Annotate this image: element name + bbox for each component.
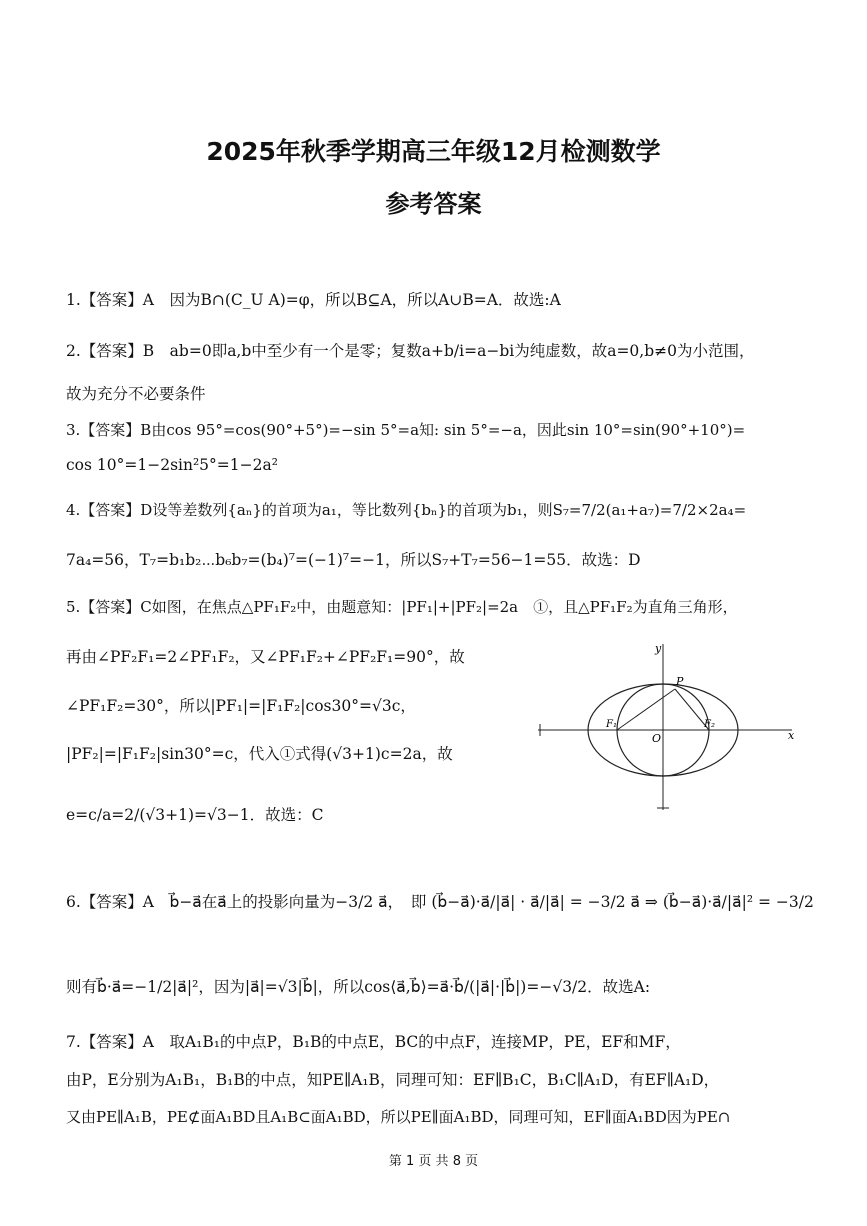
answer-5-line-5: e=c/a=2/(√3+1)=√3−1．故选：C [66, 806, 324, 824]
y-axis-label: y [655, 642, 662, 655]
point-p-label: P [676, 675, 684, 688]
answer-5-line-3: ∠PF₁F₂=30°，所以|PF₁|=|F₁F₂|cos30°=√3c， [66, 697, 416, 715]
answer-7-line-3: 又由PE∥A₁B，PE⊄面A₁BD且A₁B⊂面A₁BD，所以PE∥面A₁BD，同理可知，EF∥面A₁BD因为PE∩ [66, 1108, 731, 1126]
answer-6-line-1: 6.【答案】A b⃗−a⃗在a⃗上的投影向量为−3/2 a⃗， 即 (b⃗−a⃗)·a⃗/|a⃗| · a⃗/|a⃗| = −3/2 a⃗ ⇒ (b⃗−a⃗)·a⃗/|a⃗|² = −3/2 [66, 893, 814, 911]
page-footer: 第 1 页 共 8 页 [388, 1154, 479, 1169]
answer-1: 1.【答案】A 因为B∩(C_U A)=φ，所以B⊆A，所以A∪B=A．故选:A [66, 291, 561, 309]
ellipse-diagram [530, 638, 800, 814]
segment-f1-p [617, 689, 675, 730]
answer-3-line-1: 3.【答案】B由cos 95°=cos(90°+5°)=−sin 5°=a知: sin 5°=−a，因此sin 10°=sin(90°+10°)= [66, 421, 746, 439]
page-subtitle: 参考答案 [385, 190, 482, 218]
answer-7-line-1: 7.【答案】A 取A₁B₁的中点P，B₁B的中点E，BC的中点F，连接MP，PE，EF和MF， [66, 1033, 681, 1051]
point-f1-label: F₁ [606, 719, 617, 730]
answer-4-line-1: 4.【答案】D设等差数列{aₙ}的首项为a₁，等比数列{bₙ}的首项为b₁，则S₇=7/2(a₁+a₇)=7/2×2a₄= [66, 501, 747, 519]
answer-4-line-2: 7a₄=56，T₇=b₁b₂⋯b₆b₇=(b₄)⁷=(−1)⁷=−1，所以S₇+T₇=56−1=55．故选：D [66, 551, 641, 569]
answer-5-line-2: 再由∠PF₂F₁=2∠PF₁F₂，又∠PF₁F₂+∠PF₂F₁=90°，故 [66, 648, 465, 666]
origin-label: O [652, 732, 662, 745]
answer-6-line-2: 则有b⃗·a⃗=−1/2|a⃗|²，因为|a⃗|=√3|b⃗|，所以cos⟨a⃗,b⃗⟩=a⃗·b⃗/(|a⃗|·|b⃗|)=−√3/2．故选A: [66, 978, 651, 996]
answer-7-line-2: 由P，E分别为A₁B₁，B₁B的中点，知PE∥A₁B，同理可知：EF∥B₁C，B₁C∥A₁D，有EF∥A₁D， [66, 1071, 720, 1089]
answer-3-line-2: cos 10°=1−2sin²5°=1−2a² [66, 456, 278, 474]
answer-2-line-2: 故为充分不必要条件 [66, 385, 206, 403]
point-f2-label: F₂ [704, 719, 715, 730]
answer-2-line-1: 2.【答案】B ab=0即a,b中至少有一个是零；复数a+b/i=a−bi为纯虚数，故a=0,b≠0为小范围， [66, 342, 755, 360]
x-axis-label: x [788, 729, 795, 742]
answer-5-line-4: |PF₂|=|F₁F₂|sin30°=c，代入①式得(√3+1)c=2a，故 [66, 745, 453, 763]
page-title: 2025年秋季学期高三年级12月检测数学 [206, 137, 661, 166]
answer-5-line-1: 5.【答案】C如图，在焦点△PF₁F₂中，由题意知：|PF₁|+|PF₂|=2a ①，且△PF₁F₂为直角三角形， [66, 598, 738, 616]
